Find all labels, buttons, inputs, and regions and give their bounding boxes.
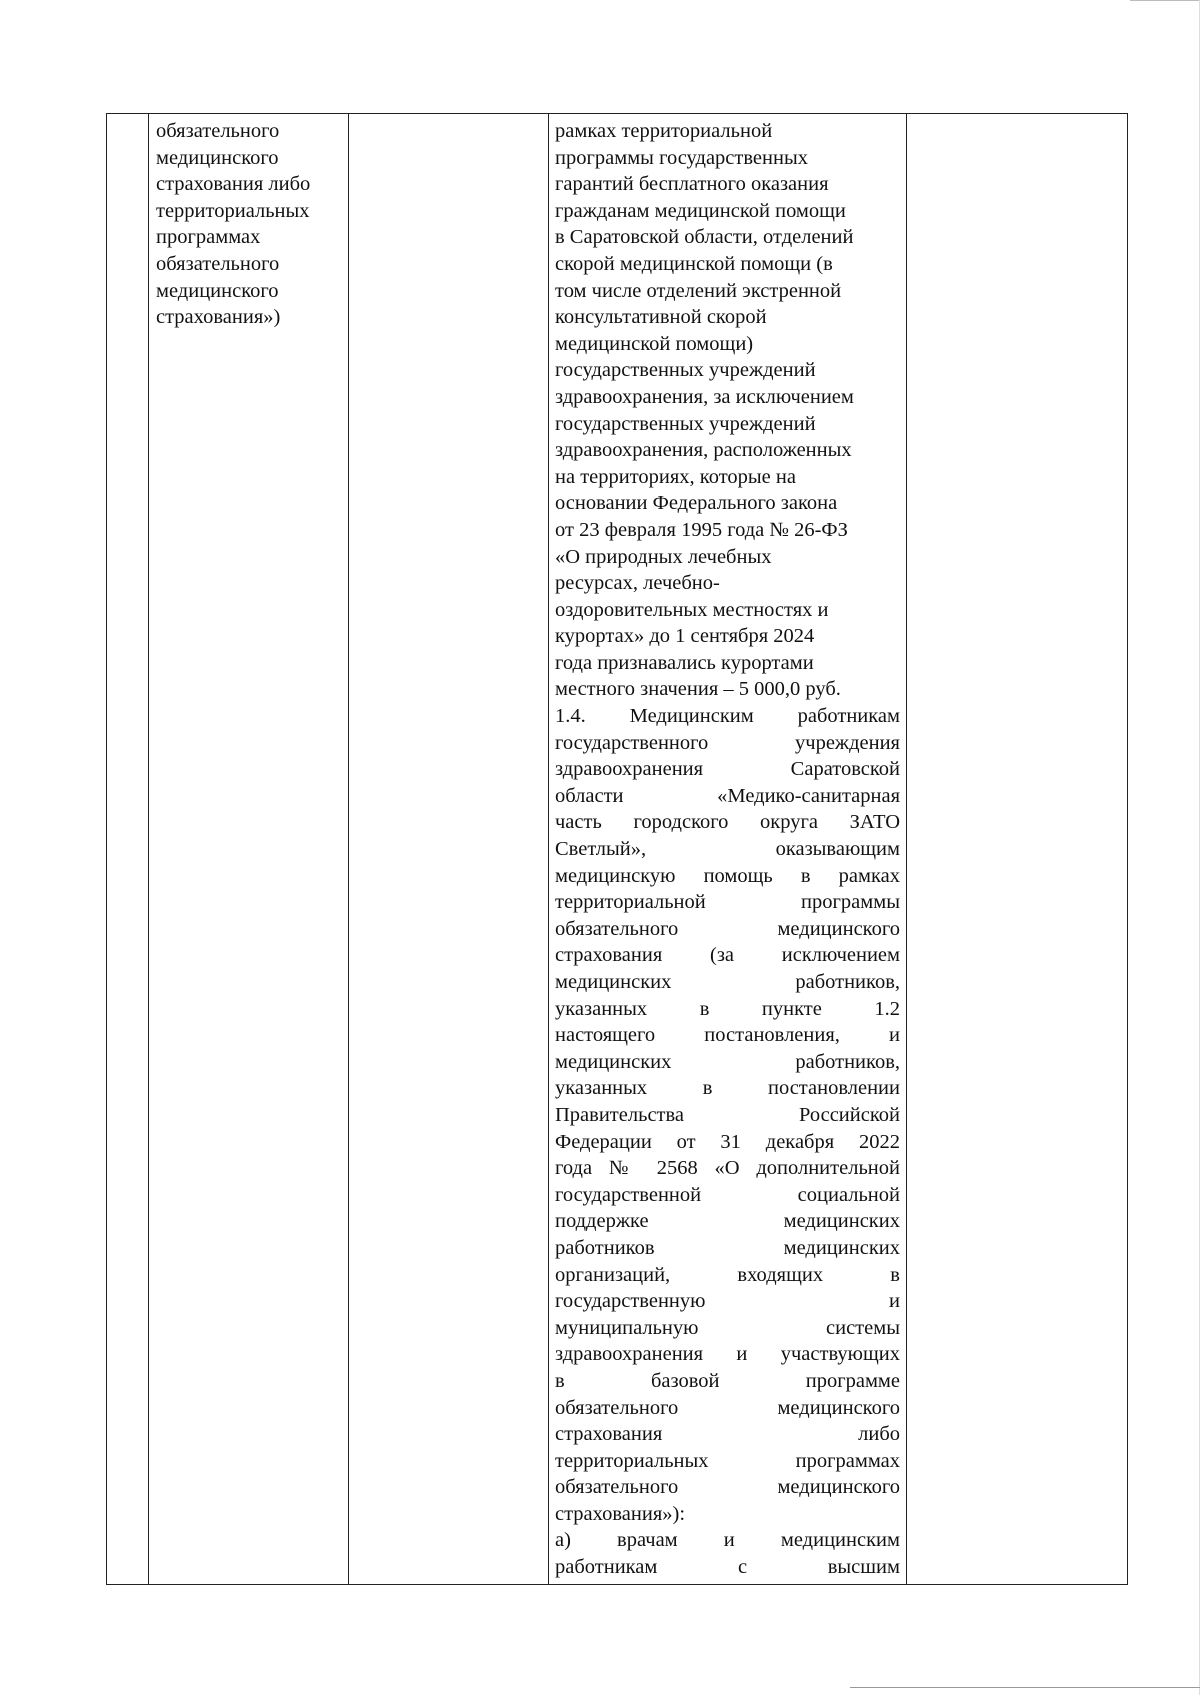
category-text <box>149 114 348 331</box>
scan-edge-top <box>1130 0 1200 1</box>
category-line: медицинского <box>156 279 279 302</box>
payment-terms-line: работников медицинских <box>555 1236 900 1259</box>
payment-terms-line: часть городского округа ЗАТО <box>555 811 900 834</box>
cell-empty <box>349 114 549 1585</box>
payment-terms-line: поддержке медицинских <box>555 1210 900 1233</box>
cell-notes <box>907 114 1128 1585</box>
payment-terms-line: от 23 февраля 1995 года № 26-ФЗ <box>555 518 848 541</box>
payment-terms-line: ресурсах, лечебно- <box>555 572 720 595</box>
payment-terms-line: настоящего постановления, и <box>555 1024 900 1047</box>
cell-category <box>149 114 349 1585</box>
category-line: программах <box>156 226 261 249</box>
table-row <box>107 114 1128 1585</box>
payment-terms-line: здравоохранения Саратовской <box>555 758 900 781</box>
payment-terms-line: Светлый», оказывающим <box>555 838 900 861</box>
payment-terms-line: указанных в постановлении <box>555 1077 900 1100</box>
payment-terms-line: государственного учреждения <box>555 731 900 754</box>
category-line: обязательного <box>156 120 280 142</box>
payment-terms-line: здравоохранения, расположенных <box>555 439 852 462</box>
scan-edge-bottom <box>850 1687 1200 1688</box>
payment-terms-line: основании Федерального закона <box>555 492 838 515</box>
payment-terms-line: работникам с высшим <box>555 1556 900 1579</box>
document-table <box>106 113 1128 1585</box>
payment-terms-line: здравоохранения и участвующих <box>555 1343 900 1366</box>
payment-terms-line: в Саратовской области, отделений <box>555 226 854 249</box>
payment-terms-line: обязательного медицинского <box>555 1396 900 1419</box>
payment-terms-line: медицинских работников, <box>555 1050 900 1073</box>
payment-terms-line: муниципальную системы <box>555 1316 900 1339</box>
payment-terms-line: Федерации от 31 декабря 2022 <box>555 1130 900 1153</box>
payment-terms-text <box>549 114 906 1581</box>
payment-terms-line: года признавались курортами <box>555 651 814 674</box>
payment-terms-line: гражданам медицинской помощи <box>555 199 846 222</box>
payment-terms-line: программы государственных <box>555 146 808 169</box>
payment-terms-line: указанных в пункте 1.2 <box>555 997 900 1020</box>
payment-terms-line: оздоровительных местностях и <box>555 598 829 621</box>
payment-terms-line: государственных учреждений <box>555 412 816 435</box>
payment-terms-line: страхования»): <box>555 1502 686 1525</box>
payment-terms-line: медицинской помощи) <box>555 332 754 355</box>
payment-terms-line: рамках территориальной <box>555 120 773 142</box>
payment-terms-line: территориальных программах <box>555 1449 900 1472</box>
payment-terms-line: на территориях, которые на <box>555 465 796 488</box>
payment-terms-line: государственных учреждений <box>555 359 816 382</box>
payment-terms-line: скорой медицинской помощи (в <box>555 252 833 275</box>
payment-terms-line: гарантий бесплатного оказания <box>555 173 829 196</box>
category-line: страхования либо <box>156 173 311 196</box>
payment-terms-line: Правительства Российской <box>555 1103 900 1126</box>
payment-terms-line: медицинскую помощь в рамках <box>555 864 900 887</box>
payment-terms-line: «О природных лечебных <box>555 545 772 568</box>
payment-terms-line: том числе отделений экстренной <box>555 279 842 302</box>
cell-number <box>107 114 149 1585</box>
payment-terms-line: страхования (за исключением <box>555 944 900 967</box>
payment-terms-line: медицинских работников, <box>555 971 900 993</box>
payment-terms-line: обязательного медицинского <box>555 917 900 940</box>
category-line: территориальных <box>156 199 310 222</box>
payment-terms-line: консультативной скорой <box>555 306 767 329</box>
payment-terms-line: организаций, входящих в <box>555 1263 900 1286</box>
payment-terms-line: территориальной программы <box>555 891 900 914</box>
payment-terms-line: государственную и <box>555 1290 900 1313</box>
payment-terms-line: 1.4. Медицинским работникам <box>555 705 900 728</box>
payment-terms-line: обязательного медицинского <box>555 1476 900 1499</box>
payment-terms-line: а) врачам и медицинским <box>555 1529 900 1552</box>
payment-terms-line: здравоохранения, за исключением <box>555 385 854 408</box>
payment-terms-line: в базовой программе <box>555 1369 900 1392</box>
payment-terms-line: государственной социальной <box>555 1183 900 1206</box>
category-line: медицинского <box>156 146 279 169</box>
category-line: страхования») <box>156 306 281 329</box>
payment-terms-line: года № 2568 «О дополнительной <box>555 1157 900 1180</box>
payment-terms-line: курортах» до 1 сентября 2024 <box>555 625 815 648</box>
cell-payment-terms <box>549 114 907 1585</box>
payment-terms-line: области «Медико-санитарная <box>555 784 900 807</box>
category-line: обязательного <box>156 252 280 275</box>
payment-terms-line: страхования либо <box>555 1423 900 1446</box>
payment-terms-line: местного значения – 5 000,0 руб. <box>555 678 841 701</box>
